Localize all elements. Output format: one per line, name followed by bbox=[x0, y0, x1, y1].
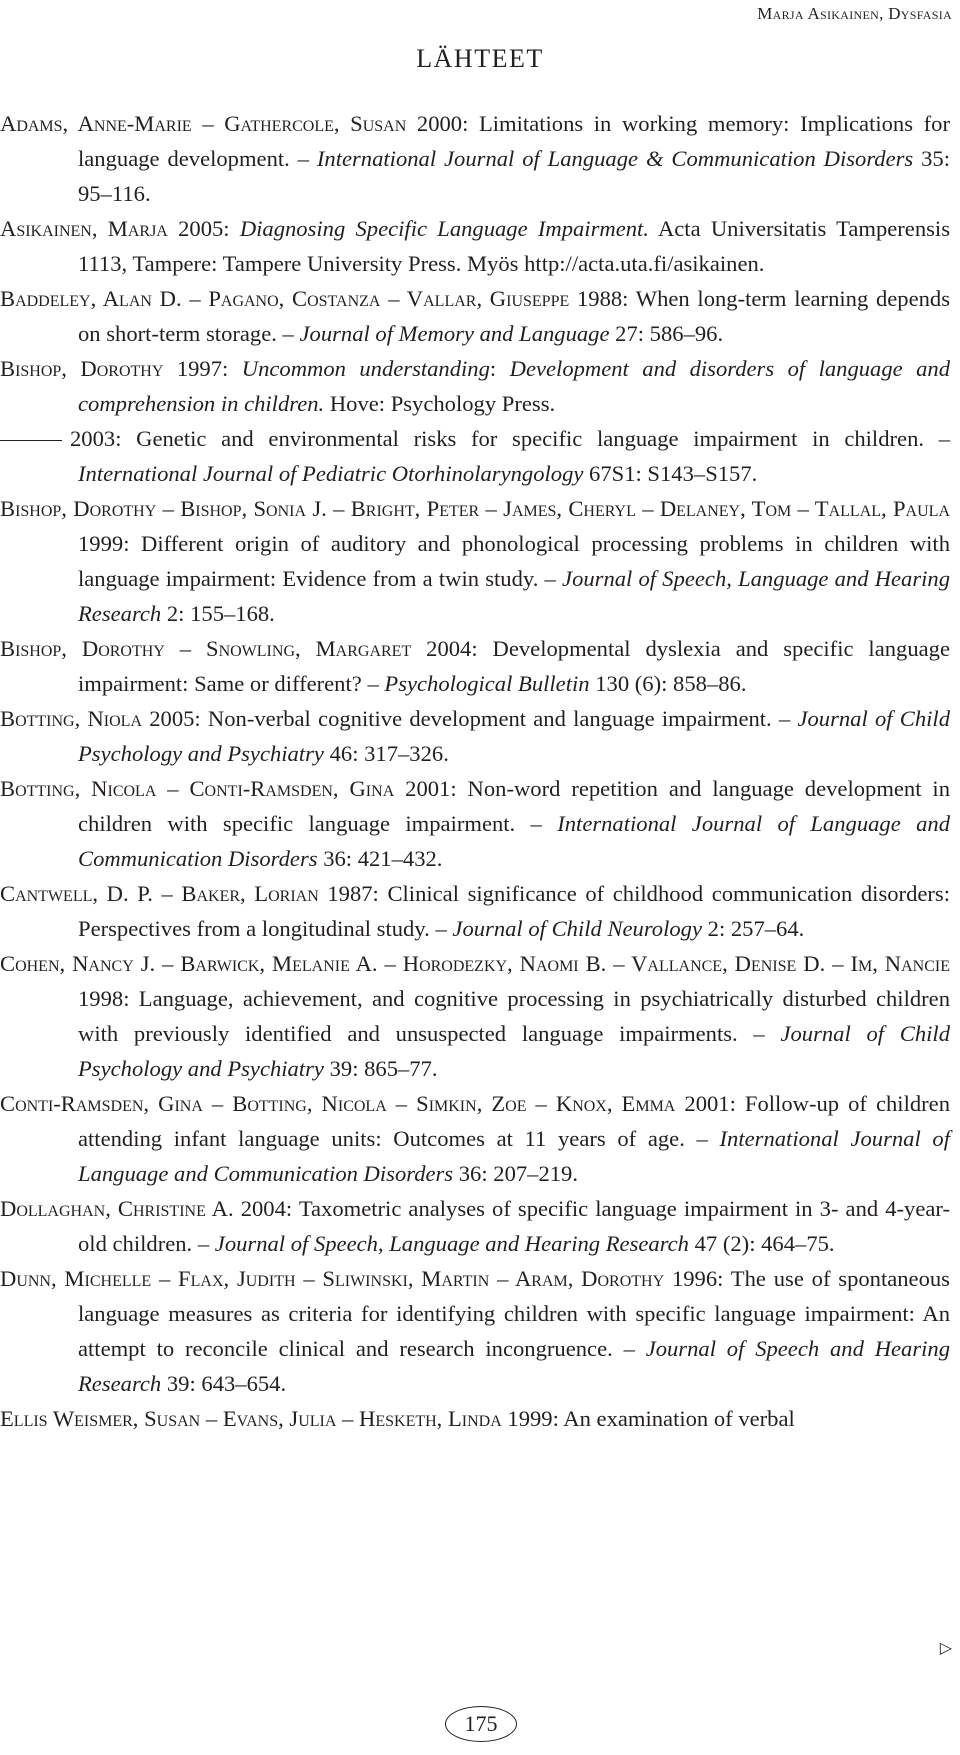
ref-text: 1987: Clinical significance of childhood communication disorders: Perspectives from a longitudinal study. – bbox=[78, 881, 950, 941]
ref-text: 1996: The use of spontaneous language measures as criteria for identifying children with specific language impairment: An attempt to reconcile clinical and research incongruence. – bbox=[78, 1266, 950, 1361]
ref-journal: Psychological Bulletin bbox=[384, 671, 590, 696]
ref-text: 2004: Taxometric analyses of specific language impairment in 3- and 4-year-old children. – bbox=[78, 1196, 950, 1256]
reference-entry bbox=[0, 876, 950, 946]
ref-authors: Baddeley, Alan D. – Pagano, Costanza – Vallar, Giuseppe bbox=[0, 286, 570, 311]
ref-text: Acta Universitatis Tamperensis 1113, Tampere: Tampere University Press. Myös http://acta.uta.fi/asikainen. bbox=[78, 216, 950, 276]
page-number bbox=[445, 1706, 517, 1742]
ref-text: 2: 257–64. bbox=[702, 916, 805, 941]
ref-text: 36: 207–219. bbox=[453, 1161, 579, 1186]
ref-authors: Cohen, Nancy J. – Barwick, Melanie A. – Horodezky, Naomi B. – Vallance, Denise D. – Im, Nancie bbox=[0, 951, 950, 976]
reference-entry bbox=[0, 631, 950, 701]
reference-entry bbox=[0, 1191, 950, 1261]
ref-journal: Development and disorders of language and comprehension in children. bbox=[78, 356, 951, 416]
reference-entry bbox=[0, 946, 950, 1086]
ref-authors: Cantwell, D. P. – Baker, Lorian bbox=[0, 881, 319, 906]
ref-text: 36: 421–432. bbox=[317, 846, 443, 871]
ref-text: 130 (6): 858–86. bbox=[589, 671, 747, 696]
ref-text: 27: 586–96. bbox=[609, 321, 724, 346]
ref-journal: Uncommon understanding bbox=[241, 356, 490, 381]
ref-journal: International Journal of Pediatric Otorhinolaryngology bbox=[78, 461, 584, 486]
ref-text: 2: 155–168. bbox=[161, 601, 275, 626]
ref-text: 1997: bbox=[163, 356, 242, 381]
ref-text: Hove: Psychology Press. bbox=[324, 391, 556, 416]
ref-authors: Botting, Niola bbox=[0, 706, 143, 731]
ref-authors: Adams, Anne-Marie – Gathercole, Susan bbox=[0, 111, 407, 136]
ref-text: 35: 95–116. bbox=[78, 146, 950, 206]
ref-text: 47 (2): 464–75. bbox=[688, 1231, 835, 1256]
ref-text: : bbox=[489, 356, 510, 381]
ref-text: 67S1: S143–S157. bbox=[583, 461, 758, 486]
reference-entry bbox=[0, 421, 950, 491]
ref-text: 39: 643–654. bbox=[161, 1371, 287, 1396]
ref-authors: Dollaghan, Christine A. bbox=[0, 1196, 234, 1221]
ref-text: 2004: Developmental dyslexia and specific language impairment: Same or different? – bbox=[78, 636, 950, 696]
reference-entry bbox=[0, 1401, 950, 1436]
ref-text: 1999: An examination of verbal bbox=[501, 1406, 795, 1431]
reference-entry bbox=[0, 351, 950, 421]
ref-journal: Diagnosing Specific Language Impairment. bbox=[239, 216, 649, 241]
ref-journal: International Journal of Language and Communication Disorders bbox=[78, 1126, 950, 1186]
ref-journal: Journal of Speech, Language and Hearing Research bbox=[78, 566, 951, 626]
page-title: LÄHTEET bbox=[416, 44, 544, 73]
ref-journal: Journal of Speech, Language and Hearing Research bbox=[214, 1231, 689, 1256]
ref-authors: Bishop, Dorothy – Snowling, Margaret bbox=[0, 636, 412, 661]
page-number-text: 175 bbox=[464, 1711, 498, 1736]
reference-entry bbox=[0, 106, 950, 211]
reference-entry bbox=[0, 1086, 950, 1191]
reference-entry bbox=[0, 491, 950, 631]
ref-journal: Journal of Speech and Hearing Research bbox=[78, 1336, 950, 1396]
ref-authors: Bishop, Dorothy bbox=[0, 356, 164, 381]
ref-text: 1988: When long-term learning depends on short-term storage. – bbox=[78, 286, 950, 346]
ref-text: 39: 865–77. bbox=[323, 1056, 438, 1081]
reference-entry bbox=[0, 771, 950, 876]
ref-journal: Journal of Memory and Language bbox=[299, 321, 610, 346]
ref-text: 2001: Follow-up of children attending infant language units: Outcomes at 11 years of age. – bbox=[78, 1091, 950, 1151]
ref-authors: Asikainen, Marja bbox=[0, 216, 168, 241]
ref-text: 1999: Different origin of auditory and phonological processing problems in children with language impairment: Evidence from a twin study. – bbox=[78, 531, 950, 591]
ref-journal: Journal of Child Psychology and Psychiatry bbox=[78, 1021, 950, 1081]
ref-text: 46: 317–326. bbox=[323, 741, 449, 766]
ref-text: 2005: Non-verbal cognitive development and language impairment. – bbox=[142, 706, 798, 731]
reference-list bbox=[0, 106, 950, 1436]
ref-journal: International Journal of Language and Communication Disorders bbox=[78, 811, 950, 871]
ref-journal: Journal of Child Neurology bbox=[452, 916, 702, 941]
running-head: Marja Asikainen, Dysfasia bbox=[757, 4, 952, 23]
reference-entry bbox=[0, 1261, 950, 1401]
ref-authors: Bishop, Dorothy – Bishop, Sonia J. – Bright, Peter – James, Cheryl – Delaney, Tom – Tallal, Paula bbox=[0, 496, 950, 521]
ref-text: 2003: Genetic and environmental risks for specific language impairment in children. – bbox=[70, 426, 950, 451]
ref-text: 2000: Limitations in working memory: Implications for language development. – bbox=[78, 111, 950, 171]
reference-entry bbox=[0, 281, 950, 351]
ref-text: 2005: bbox=[167, 216, 240, 241]
reference-entry bbox=[0, 211, 950, 281]
ref-authors: Dunn, Michelle – Flax, Judith – Sliwinski, Martin – Aram, Dorothy bbox=[0, 1266, 665, 1291]
same-author-dash bbox=[0, 440, 62, 441]
ref-text: 2001: Non-word repetition and language development in children with specific language impairment. – bbox=[78, 776, 950, 836]
ref-journal: Journal of Child Psychology and Psychiatry bbox=[78, 706, 951, 766]
reference-entry bbox=[0, 701, 950, 771]
ref-authors: Conti-Ramsden, Gina – Botting, Nicola – Simkin, Zoe – Knox, Emma bbox=[0, 1091, 676, 1116]
ref-authors: Ellis Weismer, Susan – Evans, Julia – Hesketh, Linda bbox=[0, 1406, 502, 1431]
ref-authors: Botting, Nicola – Conti-Ramsden, Gina bbox=[0, 776, 395, 801]
continue-arrow-icon: ▷ bbox=[939, 1640, 952, 1657]
ref-journal: International Journal of Language & Communication Disorders bbox=[316, 146, 914, 171]
ref-text: 1998: Language, achievement, and cognitive processing in psychiatrically disturbed children with previously identified and unsuspected language impairments. – bbox=[78, 986, 950, 1046]
